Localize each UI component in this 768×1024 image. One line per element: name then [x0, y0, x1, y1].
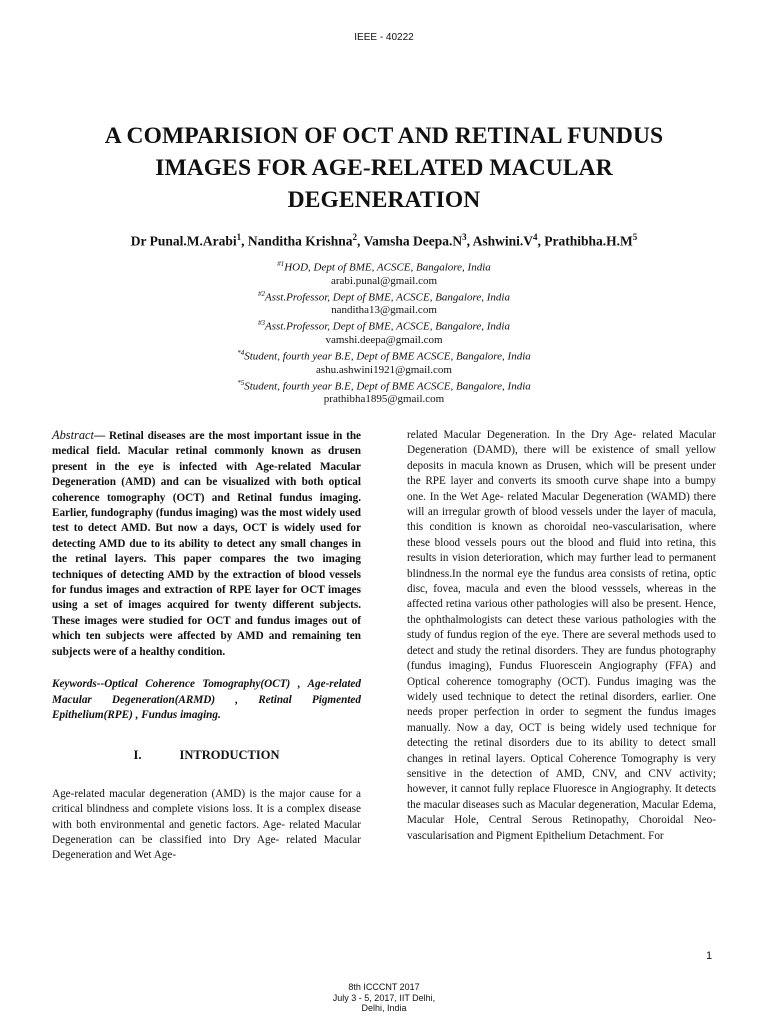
affiliation-line	[100, 317, 668, 334]
author-sup: 5	[632, 232, 638, 242]
author-sup: 3	[462, 232, 467, 242]
affiliation-sup: #1	[277, 260, 285, 268]
affiliation-line	[100, 347, 668, 364]
footer-line: 8th ICCCNT 2017	[348, 982, 420, 992]
author-name: Prathibha.H.M	[544, 233, 633, 249]
header-code: IEEE - 40222	[354, 32, 414, 43]
abstract-lead: Abstract	[52, 428, 94, 442]
affiliations	[100, 258, 668, 406]
intro-paragraph-right: related Macular Degeneration. In the Dry Age- related Macular Degeneration (DAMD), there will be existence of small yellow deposits in macula known as Drusen, which will be present under the RPE layer and converts its smooth curve shape into a bumpy one. In the Wet Age- related Macular Degeneration (WAMD) there will an irregular growth of blood vessels under the layer of macula, this condition is known as choroidal neo-vascularisation, where these blood vessels pours out the blood and fluid into retina, this results in vision deterioration, which may further lead to permanent blindness.In the normal eye the fundus area consists of retina, optic disc, fovea, macula and even the blood vesssels, whereas in the affected retina various other pathologies will also be present. Hence, the ophthalmologists can detect these various pathologies with the study of fundus region of the eye. There are several methods used to detect and study the retinal disorders. They are fundus photography (fundus imaging), Fundus Fluorescein Angiography (FFA) and Optical coherence tomography (OCT). Fundus imaging was the widely used technique to detect the retinal disorders, earlier. One needs proper perfection in order to segment the fundus images manually. Now a day, OCT is being widely used technique for detecting the retinal disorders due to its ability to detect small changes in retinal layers. Optical Coherence Tomography is very sensitive in the detection of AMD, CNV, and CNV activity; however, it cannot fully replace Fluoresce in Angiography. It detects the macular diseases such as Macular degeneration, Macular Edema, Macular Hole, Central Serous Retinopathy, Choroidal Neo-vascularisation and Pigment Epithelium Detachment. For	[407, 429, 716, 842]
footer-line: Delhi, India	[361, 1003, 407, 1013]
conference-footer	[0, 982, 768, 1014]
affiliation-text: Student, fourth year B.E, Dept of BME ACSCE, Bangalore, India	[244, 380, 531, 393]
author-sup: 1	[236, 232, 242, 242]
affiliation-line	[100, 377, 668, 394]
abstract	[52, 428, 361, 660]
author-sup: 4	[533, 232, 538, 242]
right-column	[407, 428, 716, 844]
author-name: Ashwini.V	[472, 233, 533, 249]
affiliation-sup: #3	[258, 319, 266, 328]
page-number: 1	[706, 950, 713, 962]
affiliation-email: nanditha13@gmail.com	[331, 304, 437, 317]
left-column	[52, 428, 361, 864]
affiliation-email: ashu.ashwini1921@gmail.com	[315, 363, 452, 376]
section-heading	[52, 748, 361, 763]
affiliation-sup: #2	[258, 289, 266, 298]
abstract-dash: —	[94, 430, 109, 442]
author-name: Dr Punal.M.Arabi	[130, 233, 237, 249]
footer-line: July 3 - 5, 2017, IIT Delhi,	[332, 992, 436, 1003]
author-name: Vamsha Deepa.N	[363, 233, 463, 249]
affiliation-sup: *5	[237, 378, 245, 387]
paper-title: A COMPARISION OF OCT AND RETINAL FUNDUS IMAGES FOR AGE-RELATED MACULAR DEGENERATION	[104, 123, 664, 213]
author-list: Dr Punal.M.Arabi$^1$, Nanditha Krishna$^2$, Vamsha $Deepa.N^3$, $Ashwini.V^4$, $Prathibha.H.M^5$	[130, 232, 638, 249]
affiliation-line	[100, 288, 668, 305]
affiliation-email: vamshi.deepa@gmail.com	[325, 333, 443, 346]
keywords: Keywords--Optical Coherence Tomography(OCT) , Age-related Macular Degeneration(ARMD) , Retinal Pigmented Epithelium(RPE) , Fundus imaging.	[52, 678, 361, 721]
affiliation-email: arabi.punal@gmail.com	[330, 274, 438, 287]
affiliation-text: Asst.Professor, Dept of BME, ACSCE, Bangalore, India	[265, 291, 510, 304]
affiliation-email: prathibha1895@gmail.com	[323, 393, 445, 406]
section-number: I.	[133, 748, 142, 763]
intro-paragraph-left: Age-related macular degeneration (AMD) is the major cause for a critical blindness and complete visions loss. It is a complex disease with both environmental and genetic factors. Age- related Macular Degeneration can be classified into Dry Age- related Macular Degeneration and Wet Age-	[52, 787, 361, 862]
author-name: Nanditha Krishna	[247, 233, 353, 249]
section-title: INTRODUCTION	[179, 748, 280, 763]
abstract-text: Retinal diseases are the most important issue in the medical field. Macular retinal commonly known as drusen present in the eye is infected with Age-related Macular Degeneration (AMD) and can be visualized with both optical coherence tomography (OCT) and Retinal fundus imaging. Earlier, fundography (fundus imaging) was the most widely used test to detect AMD. But now a days, OCT is widely used for detecting AMD due to its ability to detect any small changes in the retinal layers. This paper compares the two imaging techniques of detecting AMD by the extraction of blood vessels for fundus images and extraction of RPE layer for OCT images using a set of images acquired for twenty different subjects. These images were studied for OCT and fundus images out of which ten subjects were affected by AMD and remaining ten subjects were of a healthy condition.	[52, 430, 362, 658]
affiliation-text: HOD, Dept of BME, ACSCE, Bangalore, India	[284, 261, 491, 274]
affiliation-text: Asst.Professor, Dept of BME, ACSCE, Bangalore, India	[265, 320, 510, 333]
author-sup: 2	[352, 232, 358, 242]
affiliation-line	[100, 258, 668, 275]
affiliation-sup: *4	[237, 348, 245, 357]
affiliation-text: Student, fourth year B.E, Dept of BME ACSCE, Bangalore, India	[244, 350, 531, 363]
